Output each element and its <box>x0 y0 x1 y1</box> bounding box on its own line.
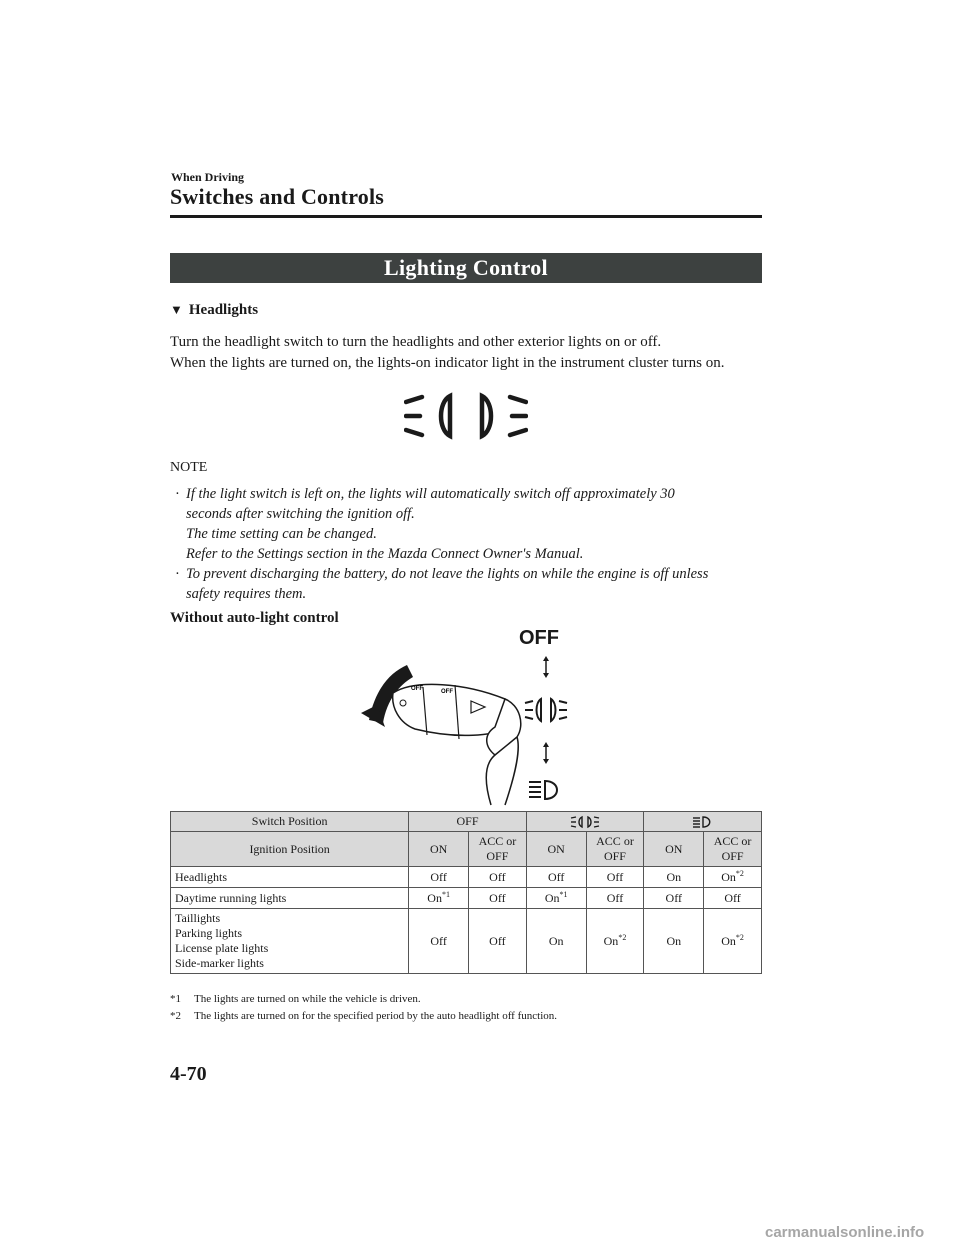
page-number: 4-70 <box>170 1063 207 1085</box>
stalk-off-label: OFF <box>411 686 423 692</box>
light-switch-figure <box>355 655 595 810</box>
switch-position-header: Switch Position <box>171 812 409 832</box>
table-cell: On$^{*2}$ <box>586 909 644 974</box>
figure-off-label: OFF <box>519 627 559 649</box>
bullet-dot: · <box>175 486 180 502</box>
table-cell: On$^{*2}$ <box>704 909 762 974</box>
ignition-cell: ON <box>644 832 704 867</box>
switch-position-row <box>171 812 762 832</box>
footnote-mark: *1 <box>170 993 181 1005</box>
section-banner: Lighting Control <box>170 253 762 283</box>
switch-position-off: OFF <box>409 812 527 832</box>
switch-position-parking <box>526 812 644 832</box>
page-title: Switches and Controls <box>170 184 385 209</box>
ignition-position-header: Ignition Position <box>171 832 409 867</box>
table-row <box>171 909 762 974</box>
table-cell: On$^{*1}$ <box>409 888 469 909</box>
parking-lights-icon <box>569 815 601 829</box>
table-cell: Off <box>644 888 704 909</box>
note-line: seconds after switching the ignition off. <box>186 506 415 522</box>
note-item <box>170 484 770 564</box>
intro-line: Turn the headlight switch to turn the headlights and other exterior lights on or off. <box>170 334 662 350</box>
switch-position-headlight <box>644 812 762 832</box>
table-cell: Off <box>409 909 469 974</box>
footnote <box>170 1010 557 1022</box>
table-cell: Off <box>586 867 644 888</box>
intro-line: When the lights are turned on, the lights-on indicator light in the instrument cluster turns on. <box>170 355 725 371</box>
ignition-position-row <box>171 832 762 867</box>
note-line: safety requires them. <box>186 586 307 602</box>
note-label: NOTE <box>170 460 208 475</box>
row-label: Taillights Parking lights License plate lights Side-marker lights <box>171 909 409 974</box>
footnote-mark: *2 <box>170 1010 181 1022</box>
table-cell: On <box>526 909 586 974</box>
lights-on-indicator-icon <box>404 388 528 444</box>
footnote <box>170 993 421 1005</box>
table-cell: On$^{*2}$ <box>704 867 762 888</box>
table-cell: On <box>644 909 704 974</box>
table-cell: Off <box>409 867 469 888</box>
lighting-table <box>170 811 762 974</box>
table-cell: Off <box>704 888 762 909</box>
section-kicker: When Driving <box>171 170 245 184</box>
subheading-without-auto-light: Without auto-light control <box>170 610 339 626</box>
table-cell: Off <box>469 888 527 909</box>
note-line: The time setting can be changed. <box>186 526 377 542</box>
stalk-off-label: OFF <box>441 689 453 695</box>
triangle-marker-icon: ▼ <box>170 302 183 317</box>
note-list <box>170 484 770 604</box>
subsection-title: Headlights <box>188 302 259 318</box>
headlight-icon <box>692 815 714 829</box>
row-label: Daytime running lights <box>171 888 409 909</box>
ignition-cell: ON <box>409 832 469 867</box>
table-cell: Off <box>526 867 586 888</box>
ignition-cell: ACC or OFF <box>586 832 644 867</box>
table-cell: Off <box>469 909 527 974</box>
table-row <box>171 867 762 888</box>
footnote-text: The lights are turned on while the vehicle is driven. <box>194 993 421 1005</box>
title-rule <box>170 215 762 218</box>
note-line: If the light switch is left on, the lights will automatically switch off approximately 30 <box>186 486 675 502</box>
table-row <box>171 888 762 909</box>
intro-paragraph <box>170 332 724 374</box>
table-cell: On$^{*1}$ <box>526 888 586 909</box>
table-cell: Off <box>469 867 527 888</box>
note-line: Refer to the Settings section in the Mazda Connect Owner's Manual. <box>186 546 584 562</box>
table-cell: Off <box>586 888 644 909</box>
note-line: To prevent discharging the battery, do not leave the lights on while the engine is off unless <box>186 566 709 582</box>
subsection-heading <box>170 302 258 319</box>
watermark: carmanualsonline.info <box>765 1224 925 1241</box>
bullet-dot: · <box>175 566 180 582</box>
footnote-text: The lights are turned on for the specified period by the auto headlight off function. <box>194 1010 557 1022</box>
ignition-cell: ACC or OFF <box>704 832 762 867</box>
ignition-cell: ON <box>526 832 586 867</box>
row-label: Headlights <box>171 867 409 888</box>
note-item <box>170 564 770 604</box>
table-cell: On <box>644 867 704 888</box>
ignition-cell: ACC or OFF <box>469 832 527 867</box>
headlight-icon <box>529 781 557 799</box>
parking-lights-icon <box>525 699 567 721</box>
